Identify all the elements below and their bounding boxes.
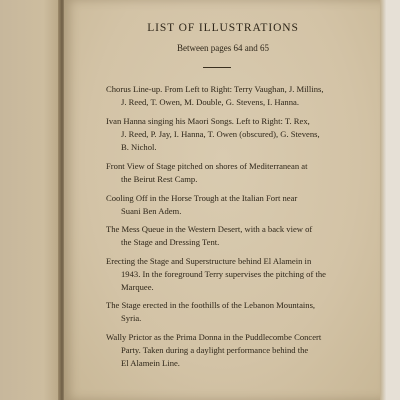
- entry-line: Wally Prictor as the Prima Donna in the Puddlecombe Concert: [106, 332, 322, 342]
- entry-line: Cooling Off in the Horse Trough at the Italian Fort near: [106, 193, 298, 203]
- entry-line: J. Reed, P. Jay, I. Hanna, T. Owen (obscured), G. Stevens,: [121, 129, 320, 139]
- illustration-entry: [106, 83, 348, 109]
- entry-line: Party. Taken during a daylight performance behind the: [121, 345, 309, 355]
- illustration-entry: [106, 192, 348, 218]
- entry-line: The Mess Queue in the Western Desert, with a back view of: [106, 224, 313, 234]
- entry-line: The Stage erected in the foothills of the Lebanon Mountains,: [106, 300, 316, 310]
- illustration-entry: [106, 299, 348, 325]
- entry-line: Chorus Line-up. From Left to Right: Terry Vaughan, J. Millins,: [106, 84, 324, 94]
- entry-line: Marquee.: [121, 282, 154, 292]
- entry-line: Syria.: [121, 313, 142, 323]
- entry-line: the Stage and Dressing Tent.: [121, 237, 220, 247]
- entry-line: 1943. In the foreground Terry supervises the pitching of the: [121, 269, 326, 279]
- entry-line: the Beirut Rest Camp.: [121, 174, 198, 184]
- illustration-entry: [106, 115, 348, 154]
- illustration-entry: [106, 331, 348, 370]
- page-subtitle: Between pages 64 and 65: [177, 43, 269, 53]
- illustration-entry: [106, 160, 348, 186]
- page-edge: [380, 0, 386, 400]
- entry-line: Ivan Hanna singing his Maori Songs. Left to Right: T. Rex,: [106, 116, 310, 126]
- entry-line: Erecting the Stage and Superstructure behind El Alamein in: [106, 256, 312, 266]
- entry-line: J. Reed, T. Owen, M. Double, G. Stevens, I. Hanna.: [121, 97, 299, 107]
- entry-line: Front View of Stage pitched on shores of Mediterranean at: [106, 161, 308, 171]
- left-page: [0, 0, 62, 400]
- page-title: LIST OF ILLUSTRATIONS: [147, 22, 299, 34]
- illustration-entry: [106, 255, 348, 294]
- illustration-entry: [106, 223, 348, 249]
- entry-line: B. Nichol.: [121, 142, 157, 152]
- divider: [203, 67, 231, 68]
- entry-line: Suani Ben Adem.: [121, 206, 182, 216]
- entry-line: El Alamein Line.: [121, 358, 180, 368]
